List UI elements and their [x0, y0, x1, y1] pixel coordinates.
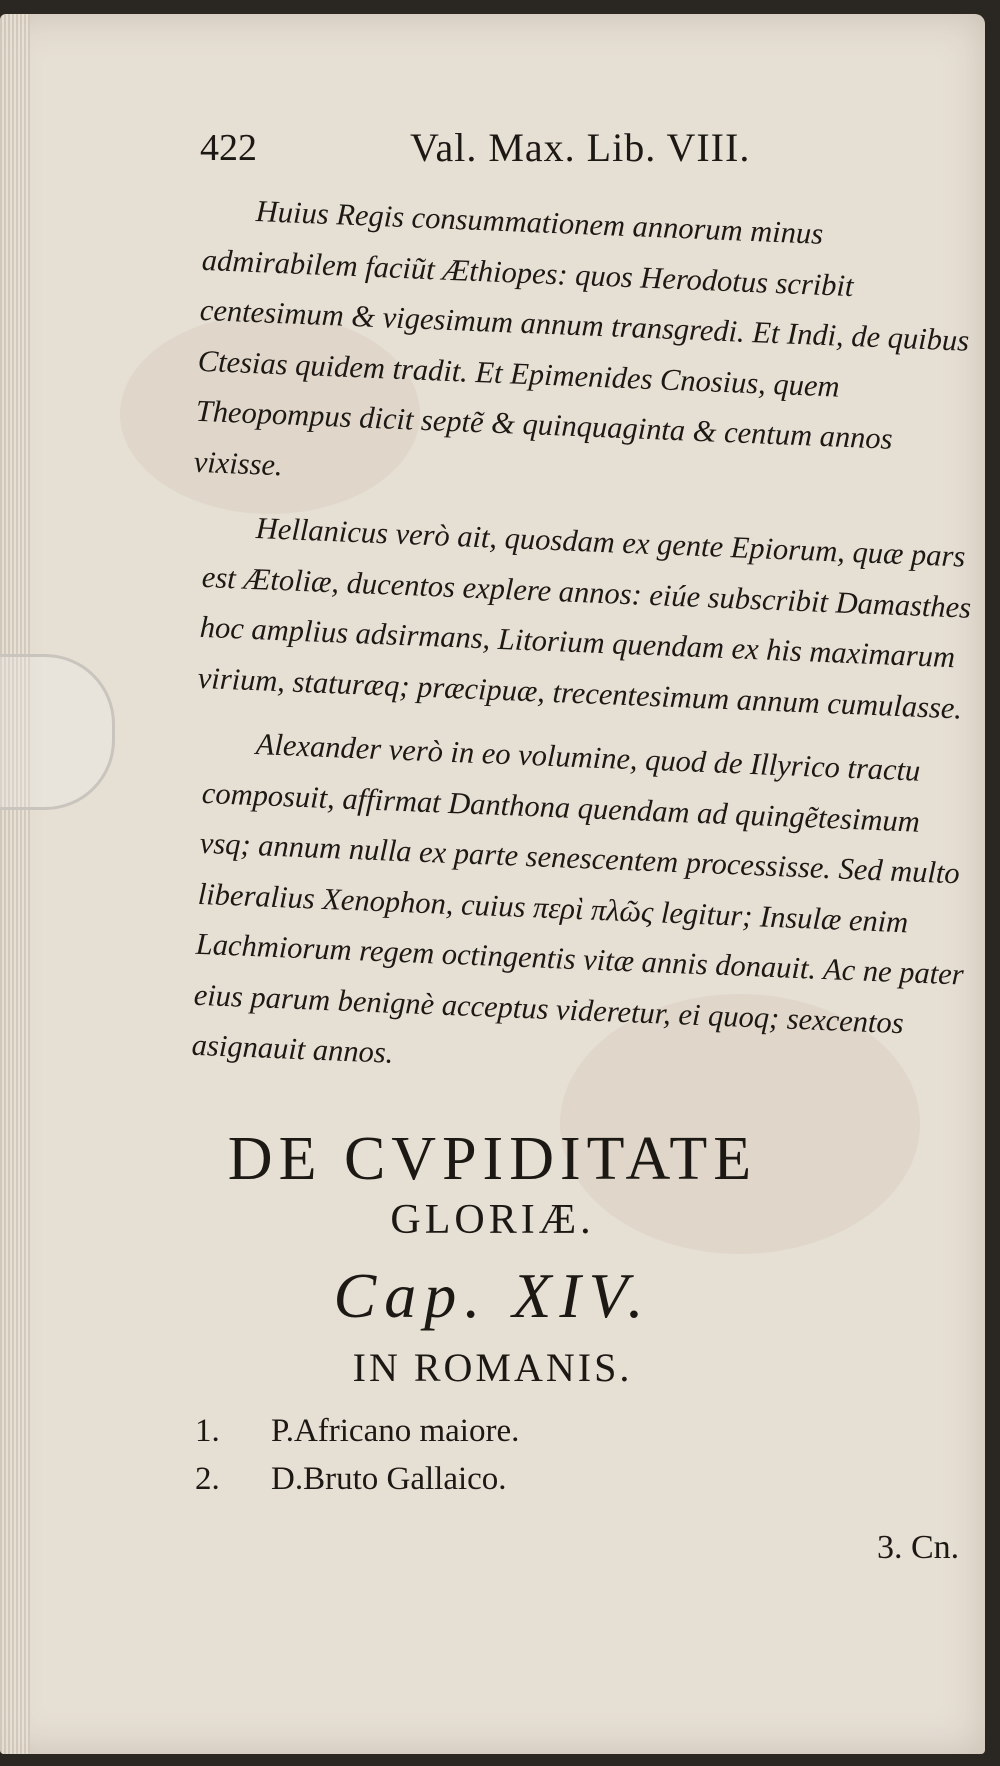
page-edge — [0, 14, 30, 1754]
list-text: D.Bruto Gallaico. — [271, 1461, 507, 1497]
body-text — [191, 184, 980, 1076]
list-number: 1. — [195, 1413, 220, 1449]
running-head: Val. Max. Lib. VIII. — [410, 125, 751, 170]
list-item — [195, 1407, 519, 1455]
section-heading: DE CVPIDITATE — [227, 1125, 758, 1193]
section-heading-continued: GLORIÆ. — [390, 1197, 595, 1243]
subheading: IN ROMANIS. — [352, 1345, 633, 1390]
paragraph: Alexander verò in eo volumine, quod de Illyrico tractu composuit, affirmat Danthona quendam ad quingẽtesimum vsq; annum nulla ex parte senescentem processisse. Sed multo liberalius Xenophon, cuius περὶ πλῶς legitur; Insulæ enim Lachmiorum regem octingentis vitæ annis donauit. Ac ne pater eius parum benignè acceptus videretur, ei quoq; sexcentos asignauit annos. — [191, 727, 965, 1070]
catchword: 3. Cn. — [877, 1529, 960, 1566]
name-list — [195, 1407, 519, 1503]
page-clip — [0, 654, 115, 810]
list-item — [195, 1455, 519, 1503]
chapter-title: Cap. XIV. — [333, 1260, 652, 1331]
paragraph: Hellanicus verò ait, quosdam ex gente Epiorum, quæ pars est Ætoliæ, ducentos explere annos: eiúe subscribit Damasthes hoc amplius adsirmans, Litorium quendam ex his maximarum virium, staturæq; præcipuæ, trecentesimum annum cumulasse. — [197, 511, 972, 726]
list-number: 2. — [195, 1461, 220, 1497]
list-text: P.Africano maiore. — [271, 1413, 520, 1449]
book-page — [0, 14, 985, 1754]
paragraph: Huius Regis consummationem annorum minus admirabilem faciũt Æthiopes: quos Herodotus scribit centesimum & vigesimum annum transgredi. Et Indi, de quibus Ctesias quidem tradit. Et Epimenides Cnosius, quem Theopompus dicit septẽ & quinquaginta & centum annos vixisse. — [193, 194, 970, 482]
page-number: 422 — [200, 127, 257, 169]
